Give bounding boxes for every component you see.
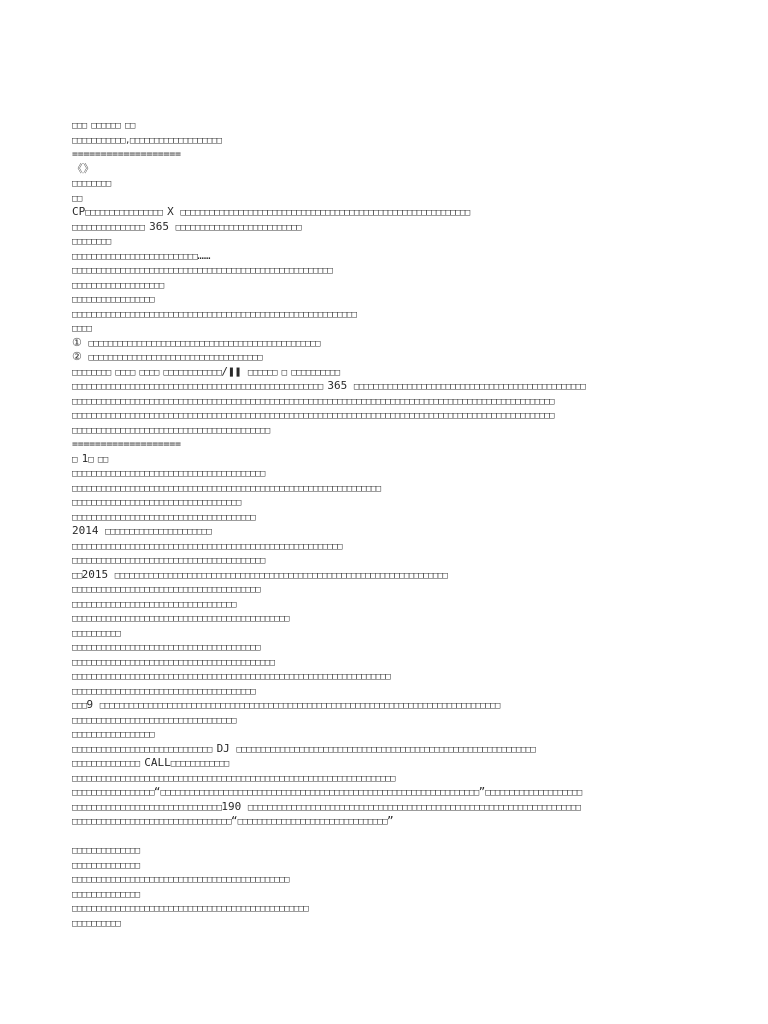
text-line (72, 916, 712, 931)
glyph-run: □□□□□□□□□□□□□□□□□□□ (72, 280, 164, 291)
text-line (72, 437, 712, 452)
text-line (72, 336, 712, 351)
glyph-run: □□□□□□□□□□□,□□□□□□□□□□□□□□□□□□□ (72, 135, 222, 146)
glyph-run: □□□□□□□□□□ (72, 628, 121, 639)
text-line (72, 234, 712, 249)
glyph-run: □□□□□□□□□□□□□□□□□□□□□□□□□□□□□□□□□□□□□□□ (72, 585, 260, 595)
text-line (72, 423, 712, 438)
text-line (72, 539, 712, 554)
text-run: 365 (327, 379, 354, 392)
glyph-run: □□□□□□□□ (72, 237, 111, 247)
glyph-run: □□□□□□□□□□□□□□□□□□□□□□□□□□□□□□□□□□□□□□□□□□□□□□□□□□□□□□□□□□□□□□□□□□□□□□□□□□□□□□□□□□□ (99, 701, 500, 711)
text-line (72, 655, 712, 670)
glyph-run: □□ (72, 570, 82, 581)
document-body (72, 118, 712, 930)
section-separator: =================== (72, 149, 181, 160)
text-run: “ (231, 814, 238, 827)
text-line (72, 684, 712, 699)
glyph-run: □□□□□□□□□□□□□□□□□□□□ (485, 788, 582, 798)
glyph-run: □□□□□□□□□□ (72, 918, 121, 929)
glyph-run: □□□□□□□□□□□□□□□□□□□□□□□□□□□□□ (72, 744, 217, 755)
glyph-run: □□□□□□□□□□□□□□□□□□□□□□□□□□□□□□□□□□□□□□□ (72, 643, 260, 653)
glyph-run: □□□□□□□□□□□□□□□□□□□□□□□□□□□□□□□□□□□□□□□□ (72, 469, 265, 479)
text-line (72, 466, 712, 481)
glyph-run: □□□□□□□□□□□□□□□□ (85, 208, 168, 218)
text-line (72, 858, 712, 873)
glyph-run: □□□□□□□□□□□□□□□□□□□□□□□□□□□□□□□□□□□□□□□□□□□□□□□□□□□□ (72, 382, 328, 392)
text-line (72, 249, 712, 264)
glyph-run: □□□□□□□□□□□□□□□□□□□□□□□□□□□□□□□□□□□□□□□□□□□□□□□□□□□□□□□□□□□ (72, 309, 357, 320)
text-line (72, 901, 712, 916)
text-line (72, 814, 712, 829)
glyph-run: □□□□□□□□□□□□□□□□□□□□□□□□□□□□□□□□□□□□□□□□□□□□□□□□□□□□□□□□ (72, 541, 342, 552)
glyph-run: □□□□□□□□□□□□□□□□□□□□□□□□□□□□□□□□□□□□□□ (72, 686, 256, 697)
glyph-run: □□□□□□□□□□□□□□□□□□□□□□□□□□□□□□□□□□□□□□□□□□□□□□□□□□□□□□□□□□□□□□□□□□□ (72, 773, 395, 784)
glyph-run: □□□□□□□□□□□□□□□□□ (72, 788, 154, 798)
glyph-run: □□□□□□□□□□□□□□□□□□□□□□□□□□□□□□□□□□□□□□□□□□□□□□□□□□□□□□□□□□□□□□□□□□□□□ (114, 570, 448, 581)
text-line (72, 771, 712, 786)
glyph-run: □ □□ (88, 454, 108, 465)
glyph-run: □□□□□□□□□□□□□□□□□□□□□□□□□□□□□□□□□□□□□□□□□□□□□ (72, 614, 289, 624)
text-line (72, 756, 712, 771)
text-line (72, 568, 712, 583)
glyph-run: □□□□□□□□□□□□□□□□□□□□□□□□□□ (175, 222, 301, 233)
text-run: ② (72, 350, 89, 363)
glyph-run: □□□□□□□□□□□□□□□ (72, 222, 150, 233)
text-line (72, 147, 712, 162)
text-line (72, 481, 712, 496)
glyph-run: □□□□□□□□□□□□□□□□□□□□□□□□□□ (72, 251, 198, 262)
text-line (72, 582, 712, 597)
glyph-run: □□□□□□□□□□□□□□ (72, 889, 140, 900)
glyph-run: □□□□□□□□□□□□□□□□□□□□□□□□□□□□□□□□□□ (72, 599, 236, 610)
text-run: …… (197, 248, 211, 262)
text-line (72, 872, 712, 887)
text-line (72, 408, 712, 423)
text-run: 190 (221, 799, 248, 813)
text-line (72, 887, 712, 902)
text-line (72, 742, 712, 757)
text-line (72, 379, 712, 394)
glyph-run: □□□□□□□□□□□□□□□□□□□□□□□□□□□□□□□□□ (72, 817, 232, 827)
text-line (72, 800, 712, 815)
glyph-run: □□□□□□□□ □□□□ □□□□ □□□□□□□□□□□□ (72, 367, 222, 378)
text-line (72, 118, 712, 133)
text-run: 365 (149, 219, 176, 233)
text-run: /❚❚ (221, 364, 248, 378)
glyph-run: □□□□□□□□□□□□□□ (72, 759, 145, 769)
text-line (72, 133, 712, 148)
text-line (72, 495, 712, 510)
glyph-run: □□□□□□□□□□□□□□□□□□□□□□□□□□□□□□□□□□□□□□□□□□□□□ (72, 875, 289, 885)
text-line (72, 176, 712, 191)
glyph-run: □□□□□□□□□□□□□□□□□□□□□□□□□□□□□□□□□□□□□□□□□□□□□□□□□□□□□□□□□□□□□□□□□□ (72, 672, 391, 682)
glyph-run: □□□□□□□□□□□□□□ (72, 860, 140, 871)
text-line (72, 220, 712, 235)
glyph-run: □□□□□□□□□□□□□□□□□□□□□□□□□□□□□□□□□□□□□□□□□□□□□□□□□ (72, 904, 309, 914)
text-line (72, 452, 712, 467)
text-line (72, 307, 712, 322)
glyph-run: □□□ (72, 701, 87, 711)
glyph-run: □□□□□□□□□□□□□□□□□□□□□□□□□□□□□□□□□□□□□□□□□□□□□□□□ (88, 338, 320, 349)
glyph-run: □□□□□□□□□□□□□□□□□□□□□□□□□□□□□□□□□□□□□□□□□□□□□□□□□□□□□□□□□□□□□□□□ (72, 483, 381, 494)
glyph-run: □□□□□□□□□□□□□□□□□ (72, 295, 154, 305)
text-line (72, 727, 712, 742)
glyph-run: □□□□□□□□□□□□□□□□□□□□□□□□□□□□□□□□□□□□□□□□□□□□□□□□□□□□□□□□□□□□□□ (236, 744, 536, 755)
text-run: ” (387, 814, 394, 827)
glyph-run: □□□ □□□□□□ □□ (72, 121, 135, 131)
text-line (72, 205, 712, 220)
text-line (72, 394, 712, 409)
text-line (72, 713, 712, 728)
glyph-run: □□□□□□□□□□□□□□□□□□□□□□□□□□□□□□□□□□□□ (88, 353, 262, 363)
text-run: 2015 (81, 567, 115, 581)
glyph-run: □□□□□□□□□□□□□□□□□□□□□□□□□□□□□□□□□□ (72, 715, 236, 726)
glyph-run: □□□□□□□□□□□□□□ (72, 846, 140, 856)
text-line (72, 640, 712, 655)
text-run: 1 (81, 451, 89, 465)
text-line (72, 263, 712, 278)
text-line (72, 785, 712, 800)
glyph-run: □□□□□□ □ □□□□□□□□□□ (247, 367, 340, 378)
glyph-run: □□ (72, 193, 82, 204)
text-line (72, 350, 712, 365)
text-run: 9 (86, 698, 100, 711)
glyph-run: □□□□□□□□□□□□□□□□□□□□□□□□□□□□□□□□□□□□□□□□□□□□□□□□□□□□□□□□□□□□□□□□□□ (160, 788, 479, 798)
glyph-run: □□□□□□□□□□□□□□□□□□□□□□□□□□□□□□□□□□□□□□□□□□□□□□□□□□□□□□□□□□□□□□□□□□□□□□□□□□□□□□□□□□□□□□□□□□□□□□□□□□□□ (72, 396, 554, 407)
glyph-run: □□□□□□□□□□□□□□□□□ (72, 730, 154, 740)
glyph-run: □□□□□□□□□□□□□□□□□□□□□□□□□□□□□□□□□□□□□□□□□□□□□□□□□□□□□□□□□□□□□□□□□□□□□□□□□□□□□□□□□□□□□□□□□□□□□□□□□□□□ (72, 411, 554, 421)
glyph-run: □□□□□□□□□□□□□□□□□□□□□□□□□□□□□□□□□□□□□□□□ (72, 556, 265, 566)
text-line (72, 597, 712, 612)
text-line (72, 162, 712, 177)
glyph-run: □□□□ (72, 324, 92, 334)
glyph-run: □□□□□□□□□□□□□□□□□□□□□□□□□□□□□□□ (237, 817, 388, 827)
glyph-run: □□□□□□□□□□□□□□□□□□□□□□□□□□□□□□□□□□□□□□□□□ (72, 425, 270, 436)
text-line (72, 191, 712, 206)
text-run: 2014 (72, 524, 106, 537)
text-line (72, 698, 712, 713)
glyph-run: □□□□□□□□□□□□□□□□□□□□□□□□□□□□□□□□□□□ (72, 498, 241, 508)
text-line (72, 510, 712, 525)
glyph-run: □□□□□□□□□□□□□□□□□□□□□□□□□□□□□□□□□□□□□□□□□□ (72, 657, 275, 668)
text-line (72, 524, 712, 539)
text-line (72, 611, 712, 626)
text-run: ① (72, 335, 89, 349)
section-separator: =================== (72, 439, 181, 450)
text-run: “ (153, 785, 161, 798)
text-line (72, 278, 712, 293)
glyph-run: □□□□□□□□□□□□ (170, 759, 229, 769)
text-line (72, 843, 712, 858)
glyph-run: □□□□□□□□ (72, 179, 111, 189)
text-line (72, 669, 712, 684)
text-line (72, 365, 712, 380)
text-line (72, 626, 712, 641)
text-line (72, 292, 712, 307)
text-line (72, 829, 712, 844)
glyph-run: □□□□□□□□□□□□□□□□□□□□□□□□□□□□□□□□□□□□□□□□□□□□□□□□□□□□□□□□□□□□□□□□□□□□□ (247, 802, 581, 813)
text-run: DJ (216, 741, 237, 755)
text-line (72, 553, 712, 568)
glyph-run: □□□□□□□□□□□□□□□□□□□□□□□□□□□□□□□ (72, 802, 222, 813)
glyph-run: □□□□□□□□□□□□□□□□□□□□□□ (105, 527, 212, 537)
glyph-run: □ (72, 454, 82, 465)
glyph-run: □□□□□□□□□□□□□□□□□□□□□□□□□□□□□□□□□□□□□□□□□□□□□□□□ (353, 382, 586, 392)
text-run: CALL (144, 756, 171, 769)
text-line (72, 321, 712, 336)
text-run: ” (478, 785, 486, 798)
glyph-run: □□□□□□□□□□□□□□□□□□□□□□□□□□□□□□□□□□□□□□ (72, 512, 256, 523)
glyph-run: □□□□□□□□□□□□□□□□□□□□□□□□□□□□□□□□□□□□□□□□□□□□□□□□□□□□□□□□□□□□ (180, 208, 470, 218)
glyph-run: □□□□□□□□□□□□□□□□□□□□□□□□□□□□□□□□□□□□□□□□□□□□□□□□□□□□□□ (72, 266, 333, 276)
text-run: CP (72, 205, 86, 218)
text-run: 《》 (72, 161, 94, 175)
text-run: X (167, 205, 181, 218)
